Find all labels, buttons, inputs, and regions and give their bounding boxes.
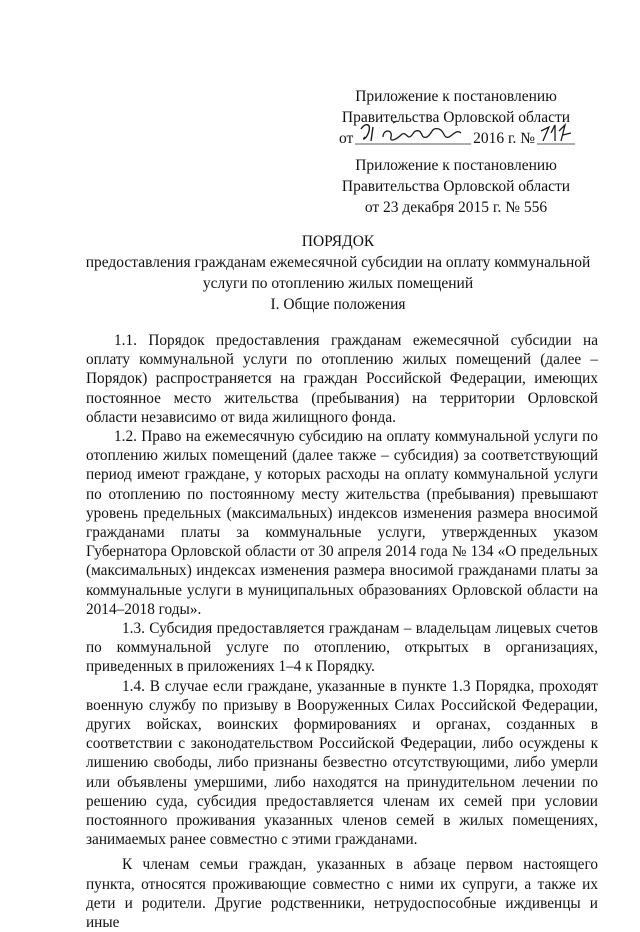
document-body <box>86 331 598 932</box>
amendment-line-2: Правительства Орловской области <box>341 109 571 126</box>
original-line-3: от 23 декабря 2015 г. № 556 <box>364 199 548 216</box>
paragraph-1-2: 1.2. Право на ежемесячную субсидию на оплату коммунальной услуги по отоплению жилых помещений (далее также – субсидия) за соответствующий период имеют граждане, у которых расходы на оплату коммунальной услуги по отоплению по постоянному месту жительства (пребывания) превышают уровень предельных (максимальных) индексов изменения размера вносимой гражданами платы за коммунальные услуги, утвержденных указом Губернатора Орловской области от 30 апреля 2014 года № 134 «О предельных (максимальных) индексах изменения размера вносимой гражданами платы за коммунальные услуги в муниципальных образованиях Орловской области на 2014–2018 годы». <box>86 428 598 618</box>
handwritten-date <box>357 129 469 149</box>
paragraph-1-1: 1.1. Порядок предоставления гражданам ежемесячной субсидии на оплату коммунальной услуги по отоплению жилых помещений (далее – Порядок) распространяется на граждан Российской Федерации, имеющих постоянное место жительства (пребывания) на территории Орловской области независимо от вида жилищного фонда. <box>86 332 598 426</box>
title-subtitle-2: услуги по отоплению жилых помещений <box>202 275 474 292</box>
paragraph-1-4-continued: К членам семьи граждан, указанных в абзаце первом настоящего пункта, относятся проживающие совместно с ними их супруги, а также их дети и родители. Другие родственники, нетрудоспособные иждивенцы и иные <box>86 856 598 932</box>
amendment-date-line <box>336 128 576 149</box>
amendment-line-1: Приложение к постановлению <box>355 88 557 105</box>
document-title <box>78 231 598 294</box>
section-title: I. Общие положения <box>270 296 406 313</box>
paragraph-1-4: 1.4. В случае если граждане, указанные в пункте 1.3 Порядка, проходят военную службу по призыву в Вооруженных Силах Российской Федерации, других войсках, воинских формированиях и органах, созданных в соответствии с законодательством Российской Федерации, либо осуждены к лишению свободы, либо признаны безвестно отсутствующими, либо умерли или объявлены умершими, либо находятся на принудительном лечении по решению суда, субсидия предоставляется членам их семей при условии постоянного проживания указанных членов семей в жилых помещениях, занимаемых ранее совместно с этими гражданами. <box>86 677 598 849</box>
original-line-1: Приложение к постановлению <box>355 157 557 174</box>
title-subtitle-1: предоставления гражданам ежемесячной субсидии на оплату коммунальной <box>85 254 591 271</box>
original-line-2: Правительства Орловской области <box>341 178 571 195</box>
handwritten-number <box>539 129 573 149</box>
paragraph-1-3: 1.3. Субсидия предоставляется гражданам – владельцам лицевых счетов по коммунальной услуге по отоплению, открытых в организациях, приведенных в приложениях 1–4 к Порядку. <box>86 620 598 676</box>
date-suffix: 2016 г. № <box>473 130 536 147</box>
amendment-header <box>336 86 576 149</box>
date-prefix: от <box>339 130 354 147</box>
original-header <box>336 155 576 218</box>
title-heading: ПОРЯДОК <box>301 233 375 250</box>
